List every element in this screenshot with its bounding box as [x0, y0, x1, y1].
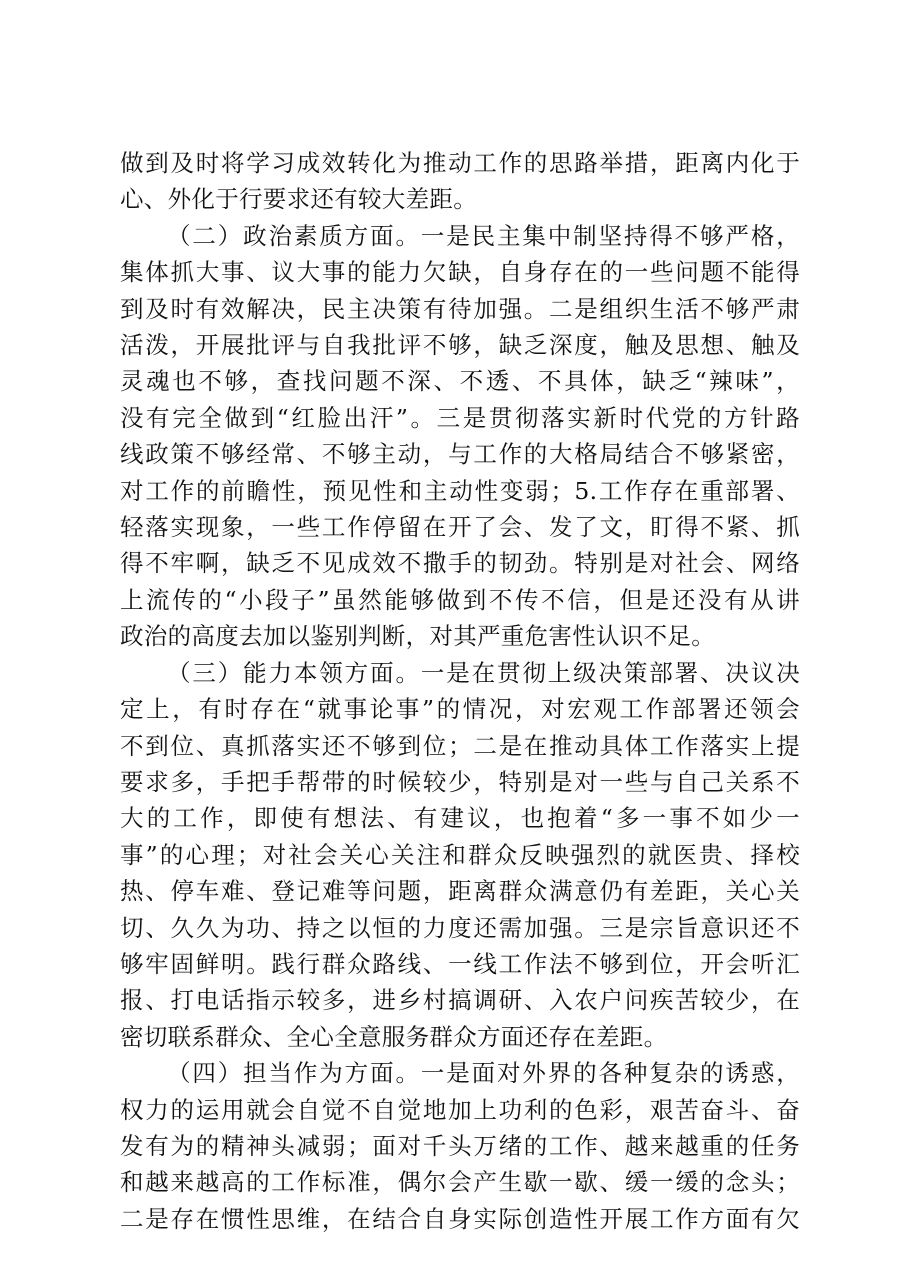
paragraph-continuation [120, 145, 800, 218]
document-body [120, 145, 800, 1237]
text-line: 定上，有时存在“就事论事”的情况，对宏观工作部署还领会 [120, 695, 800, 724]
text-line: 不到位、真抓落实还不够到位；二是在推动具体工作落实上提 [120, 731, 800, 760]
text-line: 切、久久为功、持之以恒的力度还需加强。三是宗旨意识还不 [120, 913, 800, 942]
text-line: 线政策不够经常、不够主动，与工作的大格局结合不够紧密， [120, 440, 800, 469]
paragraph-ability [120, 655, 800, 1055]
text-line: 政治的高度去加以鉴别判断，对其严重危害性认识不足。 [120, 622, 715, 651]
text-line: （四）担当作为方面。一是面对外界的各种复杂的诱惑， [167, 1059, 800, 1088]
text-line: 发有为的精神头减弱；面对千头万绪的工作、越来越重的任务 [120, 1131, 800, 1160]
text-line: 做到及时将学习成效转化为推动工作的思路举措，距离内化于 [120, 149, 800, 177]
text-line: 要求多，手把手帮带的时候较少，特别是对一些与自己关系不 [120, 767, 800, 796]
text-line: 够牢固鲜明。践行群众路线、一线工作法不够到位，开会听汇 [120, 949, 800, 978]
text-line: 和越来越高的工作标准，偶尔会产生歇一歇、缓一缓的念头； [120, 1168, 800, 1197]
text-line: 活泼，开展批评与自我批评不够，缺乏深度，触及思想、触及 [120, 331, 800, 360]
text-line: 热、停车难、登记难等问题，距离群众满意仍有差距，关心关 [120, 877, 800, 906]
paragraph-responsibility [120, 1055, 800, 1237]
paragraph-political-quality [120, 218, 800, 655]
text-line: 轻落实现象，一些工作停留在开了会、发了文，盯得不紧、抓 [120, 513, 800, 542]
text-line: 心、外化于行要求还有较大差距。 [120, 185, 477, 214]
text-line: 事”的心理；对社会关心关注和群众反映强烈的就医贵、择校 [120, 840, 800, 869]
text-line: 到及时有效解决，民主决策有待加强。二是组织生活不够严肃 [120, 294, 800, 323]
text-line: 灵魂也不够，查找问题不深、不透、不具体，缺乏“辣味”， [120, 367, 800, 396]
text-line: 得不牢啊，缺乏不见成效不撒手的韧劲。特别是对社会、网络 [120, 549, 800, 578]
text-line: 上流传的“小段子”虽然能够做到不传不信，但是还没有从讲 [120, 585, 800, 614]
text-line: 报、打电话指示较多，进乡村搞调研、入农户问疾苦较少，在 [120, 986, 800, 1015]
text-line: 权力的运用就会自觉不自觉地加上功利的色彩，艰苦奋斗、奋 [120, 1095, 800, 1124]
text-line: 对工作的前瞻性，预见性和主动性变弱；5.工作存在重部署、 [120, 476, 800, 505]
text-line: 密切联系群众、全心全意服务群众方面还存在差距。 [120, 1022, 668, 1051]
text-line: 二是存在惯性思维，在结合自身实际创造性开展工作方面有欠 [120, 1204, 800, 1233]
text-line: 没有完全做到“红脸出汗”。三是贯彻落实新时代党的方针路 [120, 403, 800, 432]
text-line: （二）政治素质方面。一是民主集中制坚持得不够严格， [167, 221, 800, 250]
text-line: 大的工作，即使有想法、有建议，也抱着“多一事不如少一 [120, 804, 800, 833]
text-line: 集体抓大事、议大事的能力欠缺，自身存在的一些问题不能得 [120, 258, 800, 287]
text-line: （三）能力本领方面。一是在贯彻上级决策部署、决议决 [167, 658, 800, 687]
